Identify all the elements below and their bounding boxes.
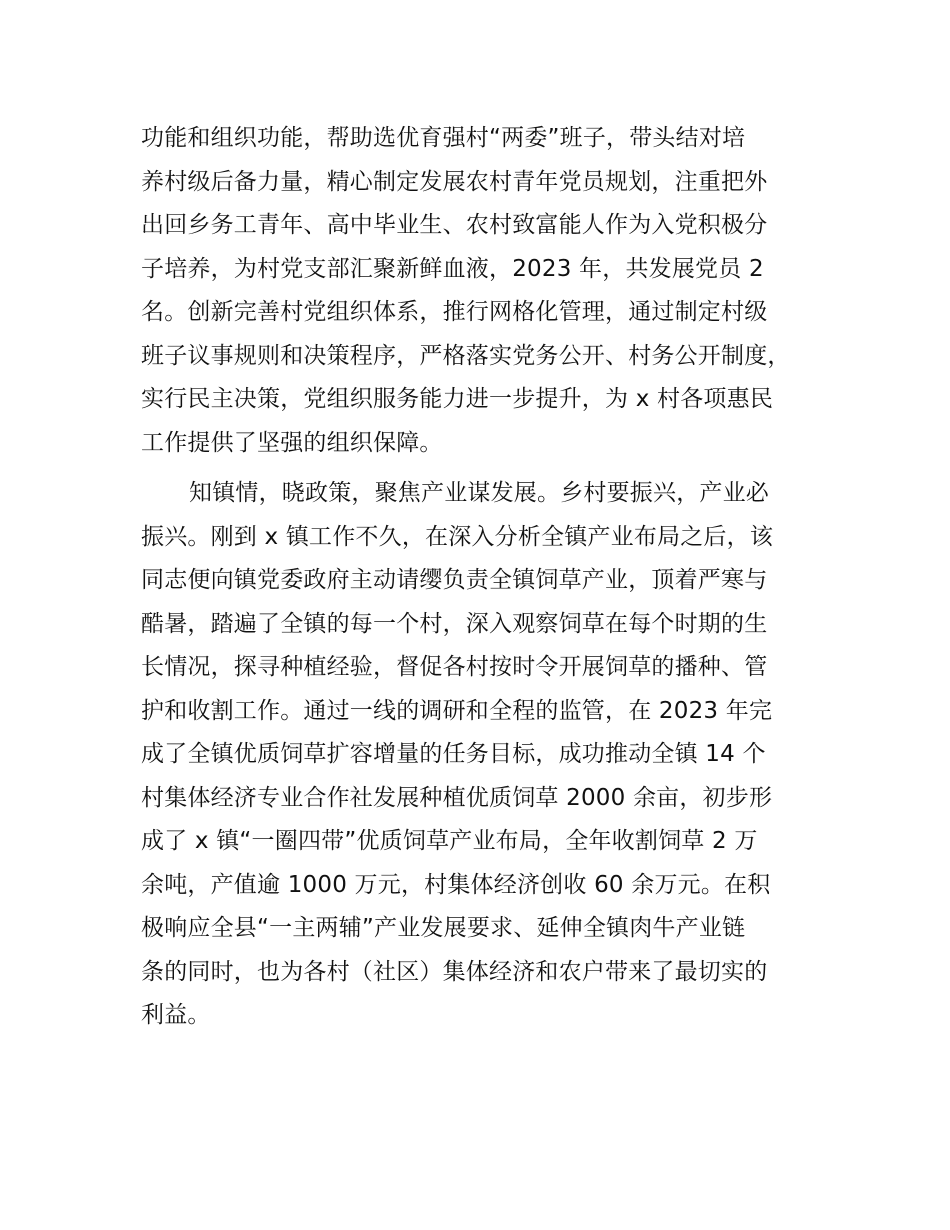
- paragraph-1: [141, 117, 841, 465]
- paragraph-2: [141, 472, 841, 1038]
- text-line: 功能和组织功能，帮助选优育强村“两委”班子，带头结对培: [141, 125, 746, 151]
- text-line: 知镇情，晓政策，聚焦产业谋发展。乡村要振兴，产业必: [189, 480, 769, 506]
- text-line: 长情况，探寻种植经验，督促各村按时令开展饲草的播种、管: [141, 654, 768, 680]
- text-line: 名。创新完善村党组织体系，推行网格化管理，通过制定村级: [141, 299, 768, 325]
- text-line: 利益。: [141, 1002, 211, 1028]
- body-text: [141, 117, 841, 1038]
- text-line: 养村级后备力量，精心制定发展农村青年党员规划，注重把外: [141, 168, 768, 195]
- text-line: 极响应全县“一主两辅”产业发展要求、延伸全镇肉牛产业链: [141, 915, 746, 941]
- paragraph-spacer: [141, 465, 841, 472]
- text-line: 同志便向镇党委政府主动请缨负责全镇饲草产业，顶着严寒与: [141, 567, 768, 593]
- text-line: 班子议事规则和决策程序，严格落实党务公开、村务公开制度，: [141, 342, 791, 369]
- text-line: 酷暑，踏遍了全镇的每一个村，深入观察饲草在每个时期的生: [141, 610, 768, 637]
- text-line: 实行民主决策，党组织服务能力进一步提升，为 x 村各项惠民: [141, 386, 774, 412]
- text-line: 工作提供了坚强的组织保障。: [141, 429, 443, 456]
- text-line: 条的同时，也为各村（社区）集体经济和农户带来了最切实的: [141, 958, 768, 985]
- text-line: 出回乡务工青年、高中毕业生、农村致富能人作为入党积极分: [141, 212, 768, 238]
- text-line: 振兴。刚到 x 镇工作不久，在深入分析全镇产业布局之后，该: [141, 523, 774, 550]
- text-line: 余吨，产值逾 1000 万元，村集体经济创收 60 余万元。在积: [141, 871, 771, 898]
- text-line: 护和收割工作。通过一线的调研和全程的监管，在 2023 年完: [141, 697, 773, 724]
- text-line: 子培养，为村党支部汇聚新鲜血液，2023 年，共发展党员 2: [141, 255, 764, 282]
- text-line: 成了全镇优质饲草扩容增量的任务目标，成功推动全镇 14 个: [141, 741, 766, 767]
- text-line: 村集体经济专业合作社发展种植优质饲草 2000 余亩，初步形: [141, 784, 773, 811]
- text-line: 成了 x 镇“一圈四带”优质饲草产业布局，全年收割饲草 2 万: [141, 828, 758, 854]
